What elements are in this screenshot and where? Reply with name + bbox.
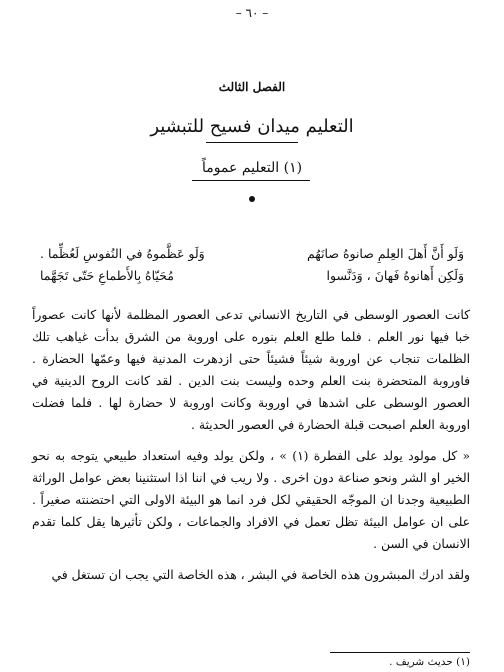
footnote-divider: [330, 652, 470, 653]
footnote: (١) حديث شريف .: [389, 656, 470, 668]
chapter-heading: الفصل الثالث: [218, 80, 286, 94]
page-title: التعليم ميدان فسيح للتبشير: [150, 116, 354, 137]
title-underline: [206, 142, 298, 143]
paragraph-1: كانت العصور الوسطى في التاريخ الانساني تدعى العصور المظلمة لأنها كانت عصوراً خبا فيها نور العلم . فلما طلع العلم بنوره على اوروبة من الشرق بدأت غياهب تلك الظلمات تنجاب عن اوروبة شيئاً فشيئاً حتى ازدهرت المدنية فيها وعمّها الحضارة . فاوروبة المتحضرة بنت العلم وحده وليست بنت الدين . لقد كانت الروح الدينية في العصور الوسطى على اشدها في اوروبة وكانت اوروبة لا حضارة لها . فلما فضلت اوروبة العلم اصبحت قبلة الحضارة في العصور الحديثة .: [32, 308, 470, 432]
verse-line-2: [40, 268, 464, 288]
section-underline: [192, 180, 310, 181]
verse-hemistich-right: وَلَكِن أَهانوهُ فَهانَ ، وَدَنَّسوا: [326, 268, 464, 283]
section-heading: (١) التعليم عموماً: [201, 160, 303, 176]
paragraph-2: « كل مولود يولد على الفطرة (١) » ، ولكن يولد وفيه استعداد طبيعي يتوجه به نحو الخير او الشر ونحو صناعة دون اخرى . ولا ريب في اننا اذا استثنينا بعض عوامل الوراثة الطبيعية وجدنا ان الموجّه الحقيقي لكل فرد انما هو البيئة الاولى التي احتضنته صغيراً . على ان عوامل البيئة تظل تعمل في الافراد والجماعات ، ولكن تأثيرها يقل كلما تقدم الانسان في السن .: [32, 449, 470, 551]
paragraph-3: ولقد ادرك المبشرون هذه الخاصة في البشر ، هذه الخاصة التي يجب ان تستغل في: [51, 568, 470, 582]
verse-line-1: [40, 246, 464, 266]
ornament-dot: [249, 196, 255, 202]
verse-hemistich-left: مُحَيّاهُ بِالأَطماعِ حَتّى تَجَهَّما: [40, 268, 174, 283]
verse-hemistich-right: وَلَو أَنَّ أَهلَ العِلمِ صانوهُ صانَهُم: [306, 246, 464, 261]
body-text: [32, 304, 470, 586]
page-number: – ٦٠ –: [235, 6, 269, 20]
verse-hemistich-left: وَلَو عَظَّموهُ في النُفوسِ لَعُظِّما .: [40, 246, 205, 261]
